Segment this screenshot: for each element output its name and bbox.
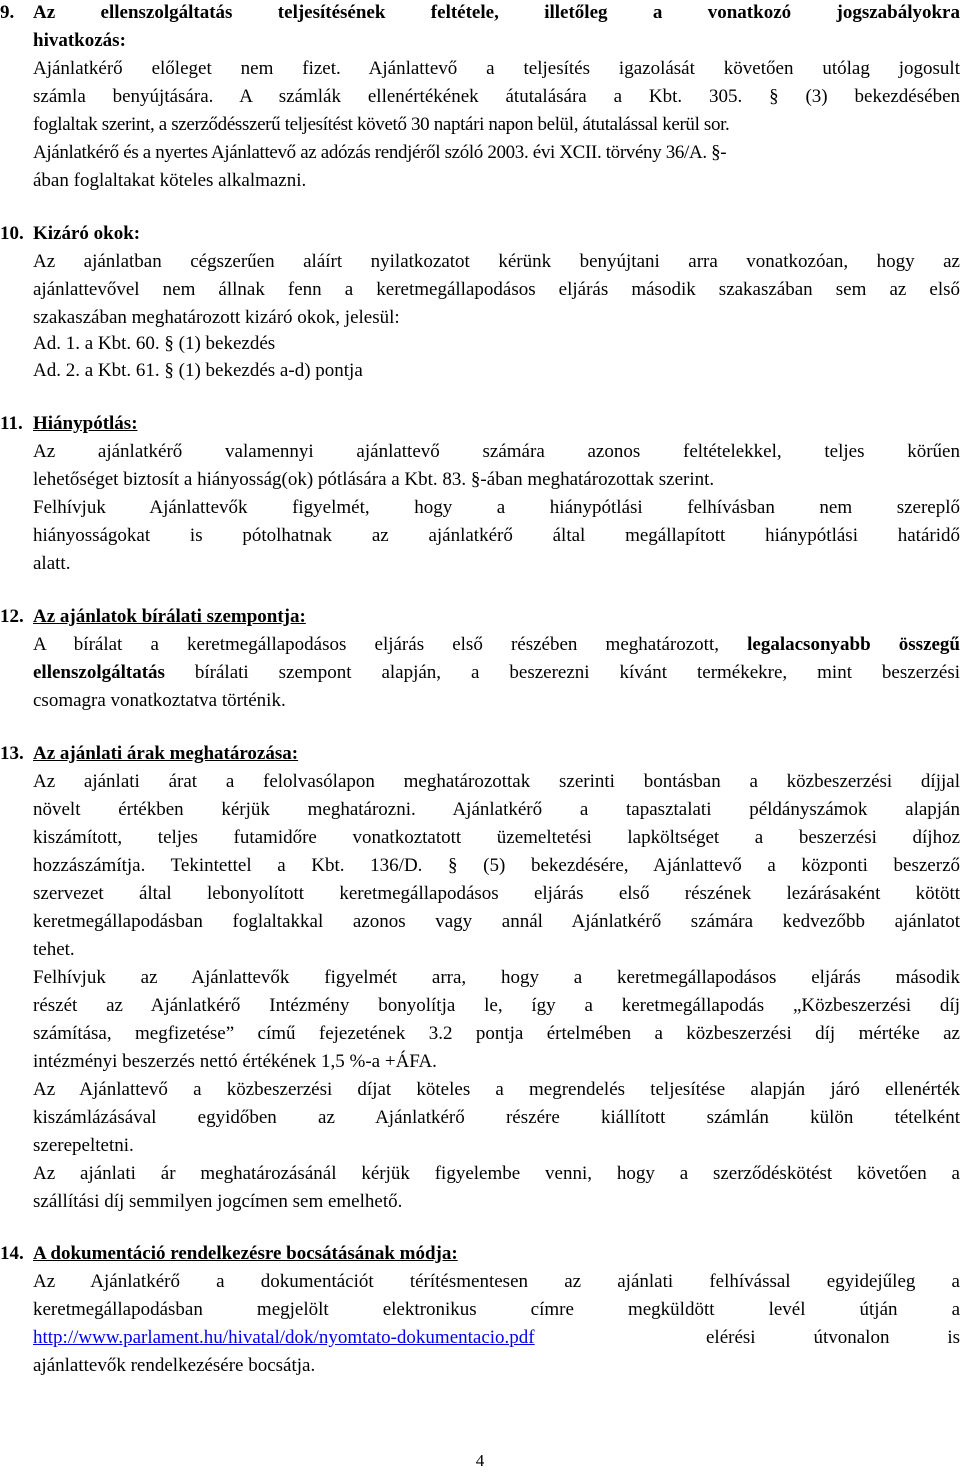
paragraph-line: részét az Ajánlatkérő Intézmény bonyolítja le, így a keretmegállapodás „Közbeszerzési díj — [33, 995, 960, 1016]
paragraph-line: ában foglaltakat köteles alkalmazni. — [33, 170, 307, 191]
section-12-heading — [0, 606, 960, 628]
section-number: 11. — [0, 413, 23, 434]
paragraph-line: Az Ajánlattevő a közbeszerzési díjat köteles a megrendelés teljesítése alapján járó ellenérték — [33, 1079, 960, 1100]
section-number: 10. — [0, 223, 24, 244]
section-number: 14. — [0, 1243, 24, 1264]
text-run: A bírálat a keretmegállapodásos eljárás első részében meghatározott, — [33, 634, 748, 655]
emphasis-text: legalacsonyabb összegű — [747, 634, 960, 655]
section-14-heading — [0, 1243, 960, 1265]
section-title: Az ajánlatok bírálati szempontja: — [33, 606, 306, 627]
section-13-heading — [0, 743, 960, 765]
paragraph-line: Az ajánlati árat a felolvasólapon meghatározottak szerinti bontásban a közbeszerzési díjjal — [33, 771, 960, 792]
paragraph-line: intézményi beszerzés nettó értékének 1,5 %-a +ÁFA. — [33, 1051, 437, 1072]
text-run: elérési útvonalon is — [706, 1327, 960, 1348]
section-10-heading — [0, 223, 960, 245]
paragraph-line — [33, 634, 960, 656]
section-title: Az ellenszolgáltatás teljesítésének feltétele, illetőleg a vonatkozó jogszabályokra — [33, 2, 960, 23]
paragraph-line — [33, 1327, 960, 1349]
paragraph-line: hozzászámítja. Tekintettel a Kbt. 136/D. § (5) bekezdésére, Ajánlattevő a központi beszerző — [33, 855, 960, 876]
paragraph-line: tehet. — [33, 939, 75, 960]
paragraph-line: szervezet által lebonyolított keretmegállapodásos eljárás első részének lezárásaként kötött — [33, 883, 960, 904]
paragraph-line: keretmegállapodásban foglaltakkal azonos vagy annál Ajánlatkérő számára kedvezőbb ajánlatot — [33, 911, 960, 932]
page-number: 4 — [475, 1451, 485, 1470]
paragraph-line: szakaszában meghatározott kizáró okok, jelesül: — [33, 307, 400, 328]
paragraph-line: Felhívjuk az Ajánlattevők figyelmét arra, hogy a keretmegállapodásos eljárás második — [33, 967, 960, 988]
text-run: bírálati szempont alapján, a beszerezni kívánt termékekre, mint beszerzési — [164, 662, 960, 683]
paragraph-line: Felhívjuk Ajánlattevők figyelmét, hogy a hiánypótlási felhívásban nem szereplő — [33, 497, 960, 518]
paragraph-line: Az ajánlati ár meghatározásánál kérjük figyelembe venni, hogy a szerződéskötést követően a — [33, 1163, 960, 1184]
section-11-heading — [0, 413, 960, 435]
section-title: A dokumentáció rendelkezésre bocsátásának módja: — [33, 1243, 458, 1264]
documentation-link[interactable]: http://www.parlament.hu/hivatal/dok/nyomtato-dokumentacio.pdf — [33, 1327, 535, 1348]
paragraph-line: Ajánlatkérő előleget nem fizet. Ajánlattevő a teljesítés igazolását követően utólag jogosult — [33, 58, 960, 79]
paragraph-line: keretmegállapodásban megjelölt elektronikus címre megküldött levél útján a — [33, 1299, 960, 1320]
section-number: 13. — [0, 743, 24, 764]
section-9-heading — [0, 2, 960, 24]
section-title: Kizáró okok: — [33, 223, 141, 244]
section-title: Az ajánlati árak meghatározása: — [33, 743, 299, 764]
paragraph-line: növelt értékben kérjük meghatározni. Ajánlatkérő a tapasztalati példányszámok alapján — [33, 799, 960, 820]
emphasis-text: ellenszolgáltatás — [33, 662, 165, 683]
paragraph-line: Ad. 2. a Kbt. 61. § (1) bekezdés a-d) pontja — [33, 360, 363, 381]
paragraph-line: kiszámlázásával egyidőben az Ajánlatkérő részére kiállított számlán külön tételként — [33, 1107, 960, 1128]
paragraph-line: Az ajánlatkérő valamennyi ajánlattevő számára azonos feltételekkel, teljes körűen — [33, 441, 960, 462]
paragraph-line: Ad. 1. a Kbt. 60. § (1) bekezdés — [33, 333, 276, 354]
paragraph-line: szállítási díj semmilyen jogcímen sem emelhető. — [33, 1191, 403, 1212]
paragraph-line: Ajánlatkérő és a nyertes Ajánlattevő az adózás rendjéről szóló 2003. évi XCII. törvény 36/A. §- — [33, 142, 727, 163]
paragraph-line: csomagra vonatkoztatva történik. — [33, 690, 286, 711]
paragraph-line: szerepeltetni. — [33, 1135, 134, 1156]
paragraph-line: kiszámított, teljes futamidőre vonatkoztatott üzemeltetési lapköltséget a beszerzési díjhoz — [33, 827, 960, 848]
paragraph-line: számítása, megfizetése” című fejezetének 3.2 pontja értelmében a közbeszerzési díj mértéke az — [33, 1023, 960, 1044]
section-title: Hiánypótlás: — [33, 413, 138, 434]
paragraph-line: ajánlattevők rendelkezésére bocsátja. — [33, 1355, 316, 1376]
paragraph-line: lehetőséget biztosít a hiányosság(ok) pótlására a Kbt. 83. §-ában meghatározottak szerint. — [33, 469, 715, 490]
section-number: 9. — [0, 2, 15, 23]
paragraph-line: foglaltak szerint, a szerződésszerű teljesítést követő 30 naptári napon belül, átutalással kerül sor. — [33, 114, 730, 135]
paragraph-line: Az Ajánlatkérő a dokumentációt térítésmentesen az ajánlati felhívással egyidejűleg a — [33, 1271, 960, 1292]
section-title-cont: hivatkozás: — [33, 30, 126, 51]
paragraph-line: ajánlattevővel nem állnak fenn a keretmegállapodásos eljárás második szakaszában sem az első — [33, 279, 960, 300]
paragraph-line: hiányosságokat is pótolhatnak az ajánlatkérő által megállapított hiánypótlási határidő — [33, 525, 960, 546]
section-number: 12. — [0, 606, 24, 627]
paragraph-line: számla benyújtására. A számlák ellenértékének átutalására a Kbt. 305. § (3) bekezdésében — [33, 86, 960, 107]
paragraph-line: Az ajánlatban cégszerűen aláírt nyilatkozatot kérünk benyújtani arra vonatkozóan, hogy az — [33, 251, 960, 272]
paragraph-line: alatt. — [33, 553, 71, 574]
paragraph-line — [33, 662, 960, 684]
